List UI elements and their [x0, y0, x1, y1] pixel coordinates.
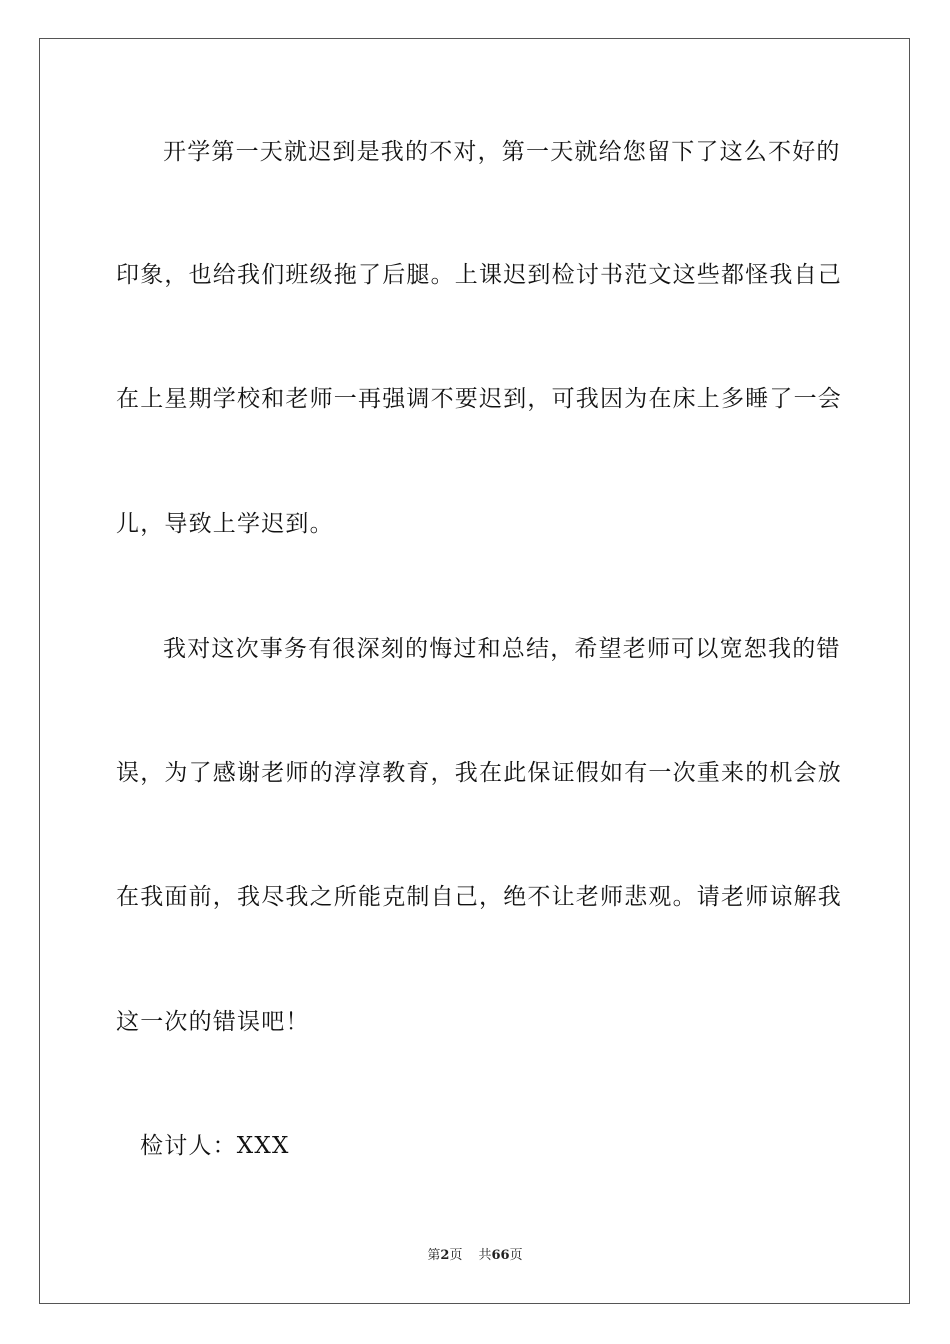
paragraph-line: 印象，也给我们班级拖了后腿。上课迟到检讨书范文这些都怪我自己 — [116, 262, 842, 288]
paragraph-line: 在上星期学校和老师一再强调不要迟到，可我因为在床上多睡了一会 — [116, 386, 842, 412]
footer-total-prefix: 共 — [478, 1248, 492, 1263]
footer-total-pages: 66 — [491, 1248, 510, 1263]
paragraph-line: 我对这次事务有很深刻的悔过和总结，希望老师可以宽恕我的错 — [163, 636, 841, 662]
page-footer — [0, 1247, 950, 1265]
paragraph-line: 这一次的错误吧！ — [116, 1009, 310, 1035]
footer-page-prefix: 第 — [427, 1248, 441, 1263]
paragraph-line: 开学第一天就迟到是我的不对，第一天就给您留下了这么不好的 — [163, 139, 841, 165]
footer-page-suffix: 页 — [449, 1248, 463, 1263]
footer-page-number: 2 — [440, 1248, 450, 1263]
page-frame — [39, 38, 910, 1304]
footer-total-suffix: 页 — [509, 1248, 523, 1263]
paragraph-line: 误，为了感谢老师的淳淳教育，我在此保证假如有一次重来的机会放 — [116, 760, 842, 786]
paragraph-line: 在我面前，我尽我之所能克制自己，绝不让老师悲观。请老师谅解我 — [116, 884, 842, 910]
paragraph-line: 儿，导致上学迟到。 — [116, 511, 334, 537]
signature-line: 检讨人：XXX — [140, 1133, 290, 1159]
